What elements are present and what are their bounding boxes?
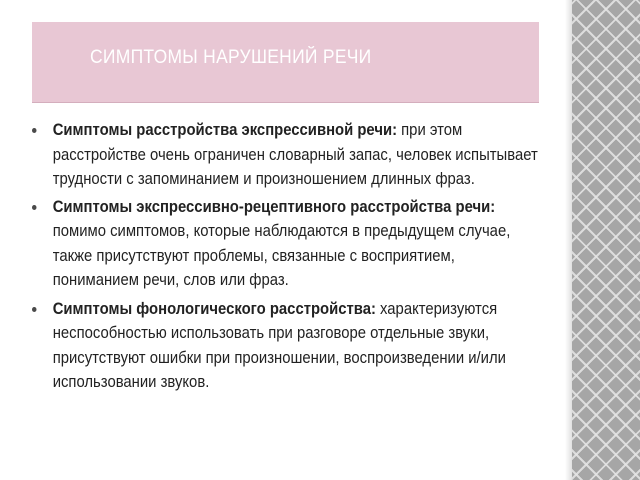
bullet-text: характеризуются неспособностью использовать при разговоре отдельные звуки, присутствуют ошибки при произношении, воспроизведении и/или использовании звуков. [52, 299, 506, 391]
bullet-text: при этом расстройстве очень ограничен словарный запас, человек испытывает трудности с запоминанием и произношением длинных фраз. [52, 121, 538, 188]
bullet-dot-icon [32, 307, 37, 312]
bullet-heading: Симптомы экспрессивно-рецептивного расстройства речи: [52, 197, 496, 216]
bullet-dot-icon [32, 205, 37, 210]
bullet-item [32, 195, 534, 293]
side-shadow [565, 0, 572, 480]
bullet-list [32, 118, 538, 399]
bullet-item [32, 297, 528, 395]
bullet-heading: Симптомы фонологического расстройства: [52, 299, 376, 318]
bullet-item [32, 118, 543, 192]
bullet-dot-icon [32, 128, 37, 133]
bullet-text: помимо симптомов, которые наблюдаются в предыдущем случае, также присутствуют проблемы, связанные с восприятием, пониманием речи, слов или фраз. [52, 222, 511, 289]
bullet-heading: Симптомы расстройства экспрессивной речи: [52, 121, 398, 139]
decorative-pattern-strip [572, 0, 640, 480]
slide-title: СИМПТОМЫ НАРУШЕНИЙ РЕЧИ [90, 47, 372, 68]
